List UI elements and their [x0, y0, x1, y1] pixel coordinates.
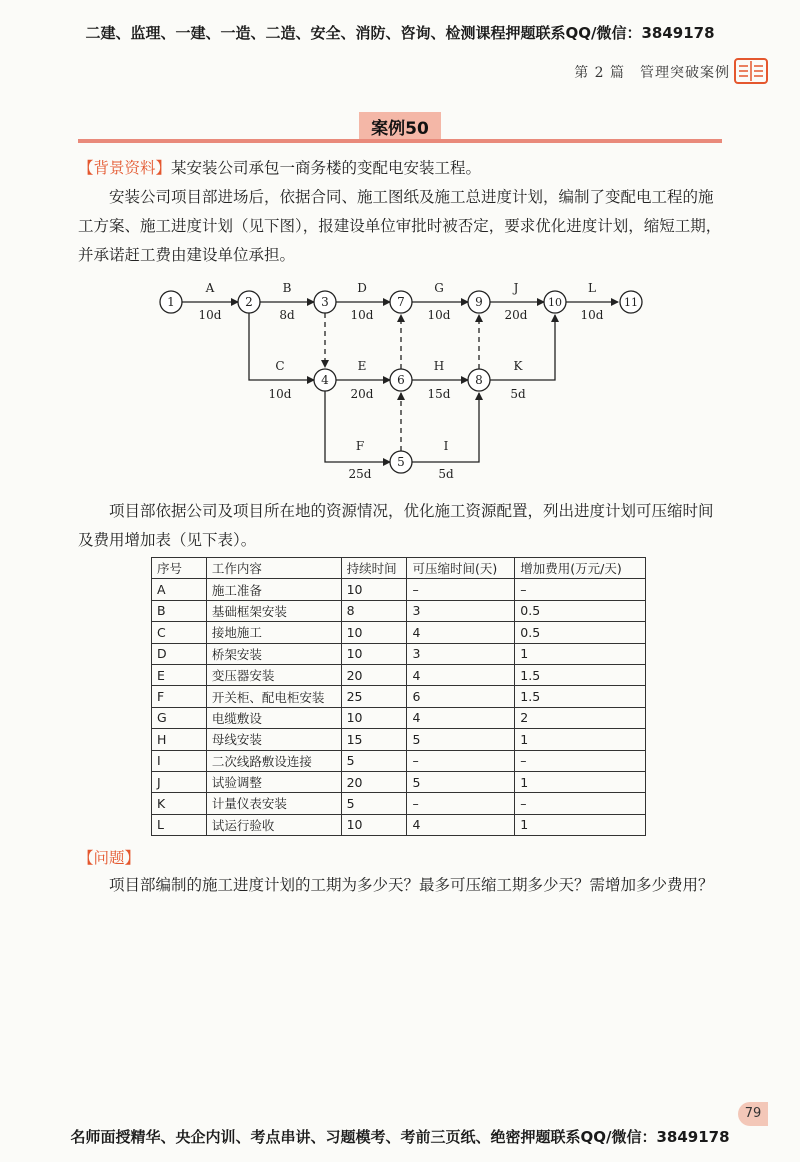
activity-duration-B: 8d: [279, 308, 295, 322]
table-cell: 2: [515, 707, 646, 728]
table-cell: 5: [341, 750, 407, 771]
table-cell: 10: [341, 622, 407, 643]
table-cell: 8: [341, 600, 407, 621]
background-paragraph: 安装公司项目部进场后，依据合同、施工图纸及施工总进度计划，编制了变配电工程的施工方案、施工进度计划（见下图），报建设单位审批时被否定，要求优化进度计划，缩短工期，并承诺赶工费由建设单位承担。: [78, 188, 722, 264]
activity-name-F: F: [355, 439, 365, 453]
node-label-3: 3: [321, 295, 329, 309]
case-title-wrap: [78, 112, 722, 141]
table-cell: 4: [407, 707, 515, 728]
table-cell: J: [152, 771, 207, 792]
table-cell: 0.5: [515, 600, 646, 621]
table-cell: –: [407, 793, 515, 814]
table-cell: G: [152, 707, 207, 728]
table-cell: 3: [407, 600, 515, 621]
compression-table: [151, 557, 646, 836]
table-cell: B: [152, 600, 207, 621]
col-header-index: 序号: [152, 558, 207, 579]
table-cell: 试运行验收: [206, 814, 341, 835]
table-cell: 4: [407, 622, 515, 643]
node-label-7: 7: [397, 295, 405, 309]
table-cell: 25: [341, 686, 407, 707]
activity-duration-K: 5d: [510, 387, 526, 401]
activity-name-E: E: [357, 359, 367, 373]
table-cell: 5: [341, 793, 407, 814]
activity-duration-I: 5d: [438, 467, 454, 481]
background-intro: [78, 154, 724, 183]
table-cell: 10: [341, 579, 407, 600]
activity-name-G: G: [434, 281, 444, 295]
table-cell: 1: [515, 643, 646, 664]
activity-duration-D: 10d: [350, 308, 374, 322]
table-cell: 20: [341, 664, 407, 685]
node-label-5: 5: [397, 455, 405, 469]
table-row: [152, 793, 646, 814]
table-cell: 5: [407, 771, 515, 792]
node-label-4: 4: [321, 373, 329, 387]
table-cell: 1: [515, 814, 646, 835]
book-icon: [734, 58, 768, 84]
table-header-row: [152, 558, 646, 579]
table-cell: 10: [341, 814, 407, 835]
node-label-8: 8: [475, 373, 483, 387]
network-diagram: [150, 280, 670, 490]
activity-duration-L: 10d: [580, 308, 604, 322]
activity-duration-G: 10d: [427, 308, 451, 322]
activity-name-D: D: [357, 281, 367, 295]
case-title: 案例50: [359, 112, 441, 141]
table-cell: 10: [341, 643, 407, 664]
col-header-cost: 增加费用(万元/天): [515, 558, 646, 579]
bottom-banner: 名师面授精华、央企内训、考点串讲、习题模考、考前三页纸、绝密押题联系QQ/微信：3849178: [70, 1128, 730, 1146]
node-label-11: 11: [624, 296, 638, 309]
table-cell: E: [152, 664, 207, 685]
table-row: [152, 707, 646, 728]
page-number: 79: [738, 1102, 768, 1126]
table-cell: –: [407, 750, 515, 771]
table-cell: 0.5: [515, 622, 646, 643]
table-cell: –: [407, 579, 515, 600]
optimization-paragraph: 项目部依据公司及项目所在地的资源情况，优化施工资源配置，列出进度计划可压缩时间及费用增加表（见下表）。: [78, 502, 714, 549]
table-cell: 15: [341, 729, 407, 750]
activity-name-B: B: [282, 281, 292, 295]
arrow-K: [490, 315, 555, 380]
activity-name-K: K: [513, 359, 523, 373]
table-cell: –: [515, 579, 646, 600]
activity-name-L: L: [588, 281, 596, 295]
table-cell: 3: [407, 643, 515, 664]
table-cell: I: [152, 750, 207, 771]
table-row: [152, 750, 646, 771]
table-cell: 1: [515, 771, 646, 792]
top-banner: 二建、监理、一建、一造、二造、安全、消防、咨询、检测课程押题联系QQ/微信：3849178: [85, 24, 715, 42]
table-cell: 二次线路敷设连接: [206, 750, 341, 771]
background-tag: 【背景资料】: [78, 159, 172, 177]
table-cell: D: [152, 643, 207, 664]
activity-duration-F: 25d: [348, 467, 372, 481]
activity-name-H: H: [433, 359, 445, 373]
question-tag: [78, 844, 724, 873]
table-row: [152, 664, 646, 685]
table-row: [152, 622, 646, 643]
table-cell: C: [152, 622, 207, 643]
table-row: [152, 686, 646, 707]
table-cell: F: [152, 686, 207, 707]
table-cell: –: [515, 793, 646, 814]
table-row: [152, 771, 646, 792]
activity-name-C: C: [275, 359, 285, 373]
table-cell: 桥架安装: [206, 643, 341, 664]
table-cell: 基础框架安装: [206, 600, 341, 621]
activity-name-J: J: [513, 281, 519, 295]
question-text: 项目部编制的施工进度计划的工期为多少天？最多可压缩工期多少天？需增加多少费用？: [109, 876, 714, 894]
node-label-10: 10: [548, 296, 562, 309]
table-cell: 电缆敷设: [206, 707, 341, 728]
activity-duration-A: 10d: [198, 308, 222, 322]
table-cell: 试验调整: [206, 771, 341, 792]
table-cell: H: [152, 729, 207, 750]
col-header-work: 工作内容: [206, 558, 341, 579]
activity-name-I: I: [443, 439, 449, 453]
activity-name-A: A: [205, 281, 215, 295]
activity-duration-E: 20d: [350, 387, 374, 401]
activity-duration-H: 15d: [427, 387, 451, 401]
table-row: [152, 643, 646, 664]
question-tag-text: 【问题】: [78, 849, 141, 867]
node-label-1: 1: [167, 295, 175, 309]
table-cell: 开关柜、配电柜安装: [206, 686, 341, 707]
table-row: [152, 729, 646, 750]
activity-duration-J: 20d: [504, 308, 528, 322]
table-cell: 1: [515, 729, 646, 750]
table-cell: 10: [341, 707, 407, 728]
table-cell: L: [152, 814, 207, 835]
table-cell: 计量仪表安装: [206, 793, 341, 814]
node-label-9: 9: [475, 295, 483, 309]
table-cell: –: [515, 750, 646, 771]
table-cell: 4: [407, 664, 515, 685]
table-row: [152, 579, 646, 600]
table-cell: 20: [341, 771, 407, 792]
table-row: [152, 600, 646, 621]
table-cell: 母线安装: [206, 729, 341, 750]
node-label-2: 2: [245, 295, 253, 309]
table-cell: 1.5: [515, 686, 646, 707]
title-divider: [78, 139, 722, 143]
table-cell: K: [152, 793, 207, 814]
table-cell: 变压器安装: [206, 664, 341, 685]
table-cell: 4: [407, 814, 515, 835]
background-intro-text: 某安装公司承包一商务楼的变配电安装工程。: [171, 159, 482, 177]
table-row: [152, 814, 646, 835]
node-label-6: 6: [397, 373, 405, 387]
table-cell: A: [152, 579, 207, 600]
table-cell: 6: [407, 686, 515, 707]
table-cell: 5: [407, 729, 515, 750]
section-header: 第 2 篇 管理突破案例: [574, 65, 730, 81]
col-header-compress: 可压缩时间(天): [407, 558, 515, 579]
table-cell: 接地施工: [206, 622, 341, 643]
table-cell: 施工准备: [206, 579, 341, 600]
table-cell: 1.5: [515, 664, 646, 685]
activity-duration-C: 10d: [268, 387, 292, 401]
col-header-duration: 持续时间: [341, 558, 407, 579]
